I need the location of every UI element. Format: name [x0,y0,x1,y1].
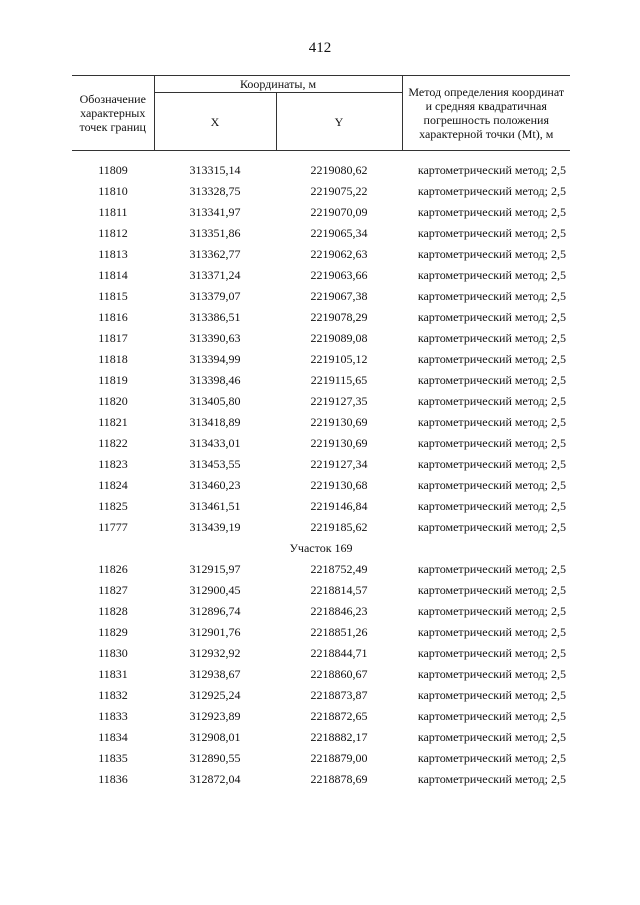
point-id-cell: 11835 [98,751,128,765]
y-coordinate-cell: 2218846,23 [310,604,368,618]
table-row [72,349,570,370]
y-coordinate-cell: 2219130,69 [310,415,368,429]
y-coordinate-cell: 2218872,65 [310,709,368,723]
point-id-cell: 11832 [98,688,128,702]
table-row [72,643,570,664]
header-designation: Обозначение характерных точек границ [72,76,154,151]
header-coordinates: Координаты, м [154,76,402,93]
header-x: X [154,93,276,151]
table-row [72,748,570,769]
point-id-cell: 11822 [98,436,128,450]
point-id-cell: 11809 [98,163,128,177]
x-coordinate-cell: 313315,14 [189,163,241,177]
method-cell: картометрический метод; 2,5 [417,520,566,534]
point-id-cell: 11828 [98,604,128,618]
table-row [72,601,570,622]
x-coordinate-cell: 312938,67 [189,667,241,681]
y-coordinate-cell: 2218879,00 [310,751,368,765]
point-id-cell: 11827 [98,583,128,597]
point-id-cell: 11833 [98,709,128,723]
table-header [72,76,570,151]
x-coordinate-cell: 312872,04 [189,772,241,786]
table-row [72,769,570,790]
x-coordinate-cell: 313461,51 [189,499,241,513]
method-cell: картометрический метод; 2,5 [417,331,566,345]
point-id-cell: 11821 [98,415,128,429]
point-id-cell: 11817 [98,331,128,345]
table-row [72,559,570,580]
y-coordinate-cell: 2219065,34 [310,226,368,240]
coordinates-table [72,75,570,790]
table-row [72,391,570,412]
point-id-cell: 11810 [98,184,128,198]
table-row [72,265,570,286]
y-coordinate-cell: 2218860,67 [310,667,368,681]
method-cell: картометрический метод; 2,5 [417,667,566,681]
x-coordinate-cell: 313394,99 [189,352,241,366]
x-coordinate-cell: 313351,86 [189,226,241,240]
method-cell: картометрический метод; 2,5 [417,583,566,597]
header-method: Метод определения координат и средняя квадратичная погрешность положения характерной точки (Mt), м [402,76,570,151]
point-id-cell: 11815 [98,289,128,303]
x-coordinate-cell: 313379,07 [189,289,241,303]
y-coordinate-cell: 2218752,49 [310,562,368,576]
x-coordinate-cell: 313371,24 [189,268,241,282]
method-cell: картометрический метод; 2,5 [417,289,566,303]
table-body [72,151,570,791]
y-coordinate-cell: 2219078,29 [310,310,368,324]
y-coordinate-cell: 2219062,63 [310,247,368,261]
x-coordinate-cell: 313460,23 [189,478,241,492]
x-coordinate-cell: 312925,24 [189,688,241,702]
x-coordinate-cell: 312896,74 [189,604,241,618]
table-row [72,664,570,685]
table-row [72,202,570,223]
x-coordinate-cell: 312908,01 [189,730,241,744]
x-coordinate-cell: 313386,51 [189,310,241,324]
table-row [72,433,570,454]
y-coordinate-cell: 2218844,71 [310,646,368,660]
point-id-cell: 11814 [98,268,128,282]
method-cell: картометрический метод; 2,5 [417,709,566,723]
point-id-cell: 11825 [98,499,128,513]
table-row [72,685,570,706]
y-coordinate-cell: 2218882,17 [310,730,368,744]
method-cell: картометрический метод; 2,5 [417,163,566,177]
point-id-cell: 11829 [98,625,128,639]
x-coordinate-cell: 313418,89 [189,415,241,429]
point-id-cell: 11834 [98,730,128,744]
y-coordinate-cell: 2219067,38 [310,289,368,303]
x-coordinate-cell: 312923,89 [189,709,241,723]
x-coordinate-cell: 313453,55 [189,457,241,471]
point-id-cell: 11819 [98,373,128,387]
table-row [72,412,570,433]
x-coordinate-cell: 312932,92 [189,646,241,660]
point-id-cell: 11820 [98,394,128,408]
table-row [72,580,570,601]
section-title: Участок 169 [289,541,353,555]
point-id-cell: 11777 [98,520,128,534]
x-coordinate-cell: 313398,46 [189,373,241,387]
y-coordinate-cell: 2219115,65 [310,373,368,387]
x-coordinate-cell: 313439,19 [189,520,241,534]
y-coordinate-cell: 2219075,22 [310,184,368,198]
header-spacer [72,151,570,161]
x-coordinate-cell: 313328,75 [189,184,241,198]
y-coordinate-cell: 2218814,57 [310,583,368,597]
y-coordinate-cell: 2219127,34 [310,457,368,471]
point-id-cell: 11823 [98,457,128,471]
method-cell: картометрический метод; 2,5 [417,268,566,282]
section-row [72,538,570,559]
x-coordinate-cell: 313433,01 [189,436,241,450]
table-row [72,307,570,328]
method-cell: картометрический метод; 2,5 [417,184,566,198]
x-coordinate-cell: 313362,77 [189,247,241,261]
method-cell: картометрический метод; 2,5 [417,646,566,660]
method-cell: картометрический метод; 2,5 [417,478,566,492]
table-row [72,706,570,727]
x-coordinate-cell: 313341,97 [189,205,241,219]
point-id-cell: 11816 [98,310,128,324]
table-row [72,496,570,517]
method-cell: картометрический метод; 2,5 [417,562,566,576]
method-cell: картометрический метод; 2,5 [417,436,566,450]
x-coordinate-cell: 313390,63 [189,331,241,345]
method-cell: картометрический метод; 2,5 [417,247,566,261]
method-cell: картометрический метод; 2,5 [417,205,566,219]
y-coordinate-cell: 2219105,12 [310,352,368,366]
x-coordinate-cell: 313405,80 [189,394,241,408]
y-coordinate-cell: 2219063,66 [310,268,368,282]
y-coordinate-cell: 2218873,87 [310,688,368,702]
method-cell: картометрический метод; 2,5 [417,352,566,366]
y-coordinate-cell: 2219080,62 [310,163,368,177]
point-id-cell: 11824 [98,478,128,492]
point-id-cell: 11812 [98,226,128,240]
y-coordinate-cell: 2219146,84 [310,499,368,513]
method-cell: картометрический метод; 2,5 [417,394,566,408]
x-coordinate-cell: 312901,76 [189,625,241,639]
table-row [72,622,570,643]
method-cell: картометрический метод; 2,5 [417,310,566,324]
y-coordinate-cell: 2218851,26 [310,625,368,639]
point-id-cell: 11831 [98,667,128,681]
table-row [72,517,570,538]
method-cell: картометрический метод; 2,5 [417,457,566,471]
y-coordinate-cell: 2219185,62 [310,520,368,534]
table-row [72,370,570,391]
table-row [72,244,570,265]
table-row [72,223,570,244]
method-cell: картометрический метод; 2,5 [417,751,566,765]
x-coordinate-cell: 312915,97 [189,562,241,576]
point-id-cell: 11836 [98,772,128,786]
x-coordinate-cell: 312900,45 [189,583,241,597]
table-row [72,475,570,496]
table-row [72,181,570,202]
table-row [72,727,570,748]
method-cell: картометрический метод; 2,5 [417,604,566,618]
y-coordinate-cell: 2219127,35 [310,394,368,408]
page-number: 412 [308,40,332,56]
table-row [72,454,570,475]
point-id-cell: 11826 [98,562,128,576]
y-coordinate-cell: 2218878,69 [310,772,368,786]
y-coordinate-cell: 2219130,68 [310,478,368,492]
method-cell: картометрический метод; 2,5 [417,226,566,240]
table-row [72,160,570,181]
point-id-cell: 11830 [98,646,128,660]
method-cell: картометрический метод; 2,5 [417,772,566,786]
method-cell: картометрический метод; 2,5 [417,415,566,429]
method-cell: картометрический метод; 2,5 [417,688,566,702]
method-cell: картометрический метод; 2,5 [417,373,566,387]
method-cell: картометрический метод; 2,5 [417,499,566,513]
point-id-cell: 11811 [98,205,128,219]
y-coordinate-cell: 2219130,69 [310,436,368,450]
y-coordinate-cell: 2219089,08 [310,331,368,345]
table-row [72,328,570,349]
method-cell: картометрический метод; 2,5 [417,625,566,639]
point-id-cell: 11813 [98,247,128,261]
header-y: Y [276,93,402,151]
table-row [72,286,570,307]
y-coordinate-cell: 2219070,09 [310,205,368,219]
point-id-cell: 11818 [98,352,128,366]
method-cell: картометрический метод; 2,5 [417,730,566,744]
x-coordinate-cell: 312890,55 [189,751,241,765]
